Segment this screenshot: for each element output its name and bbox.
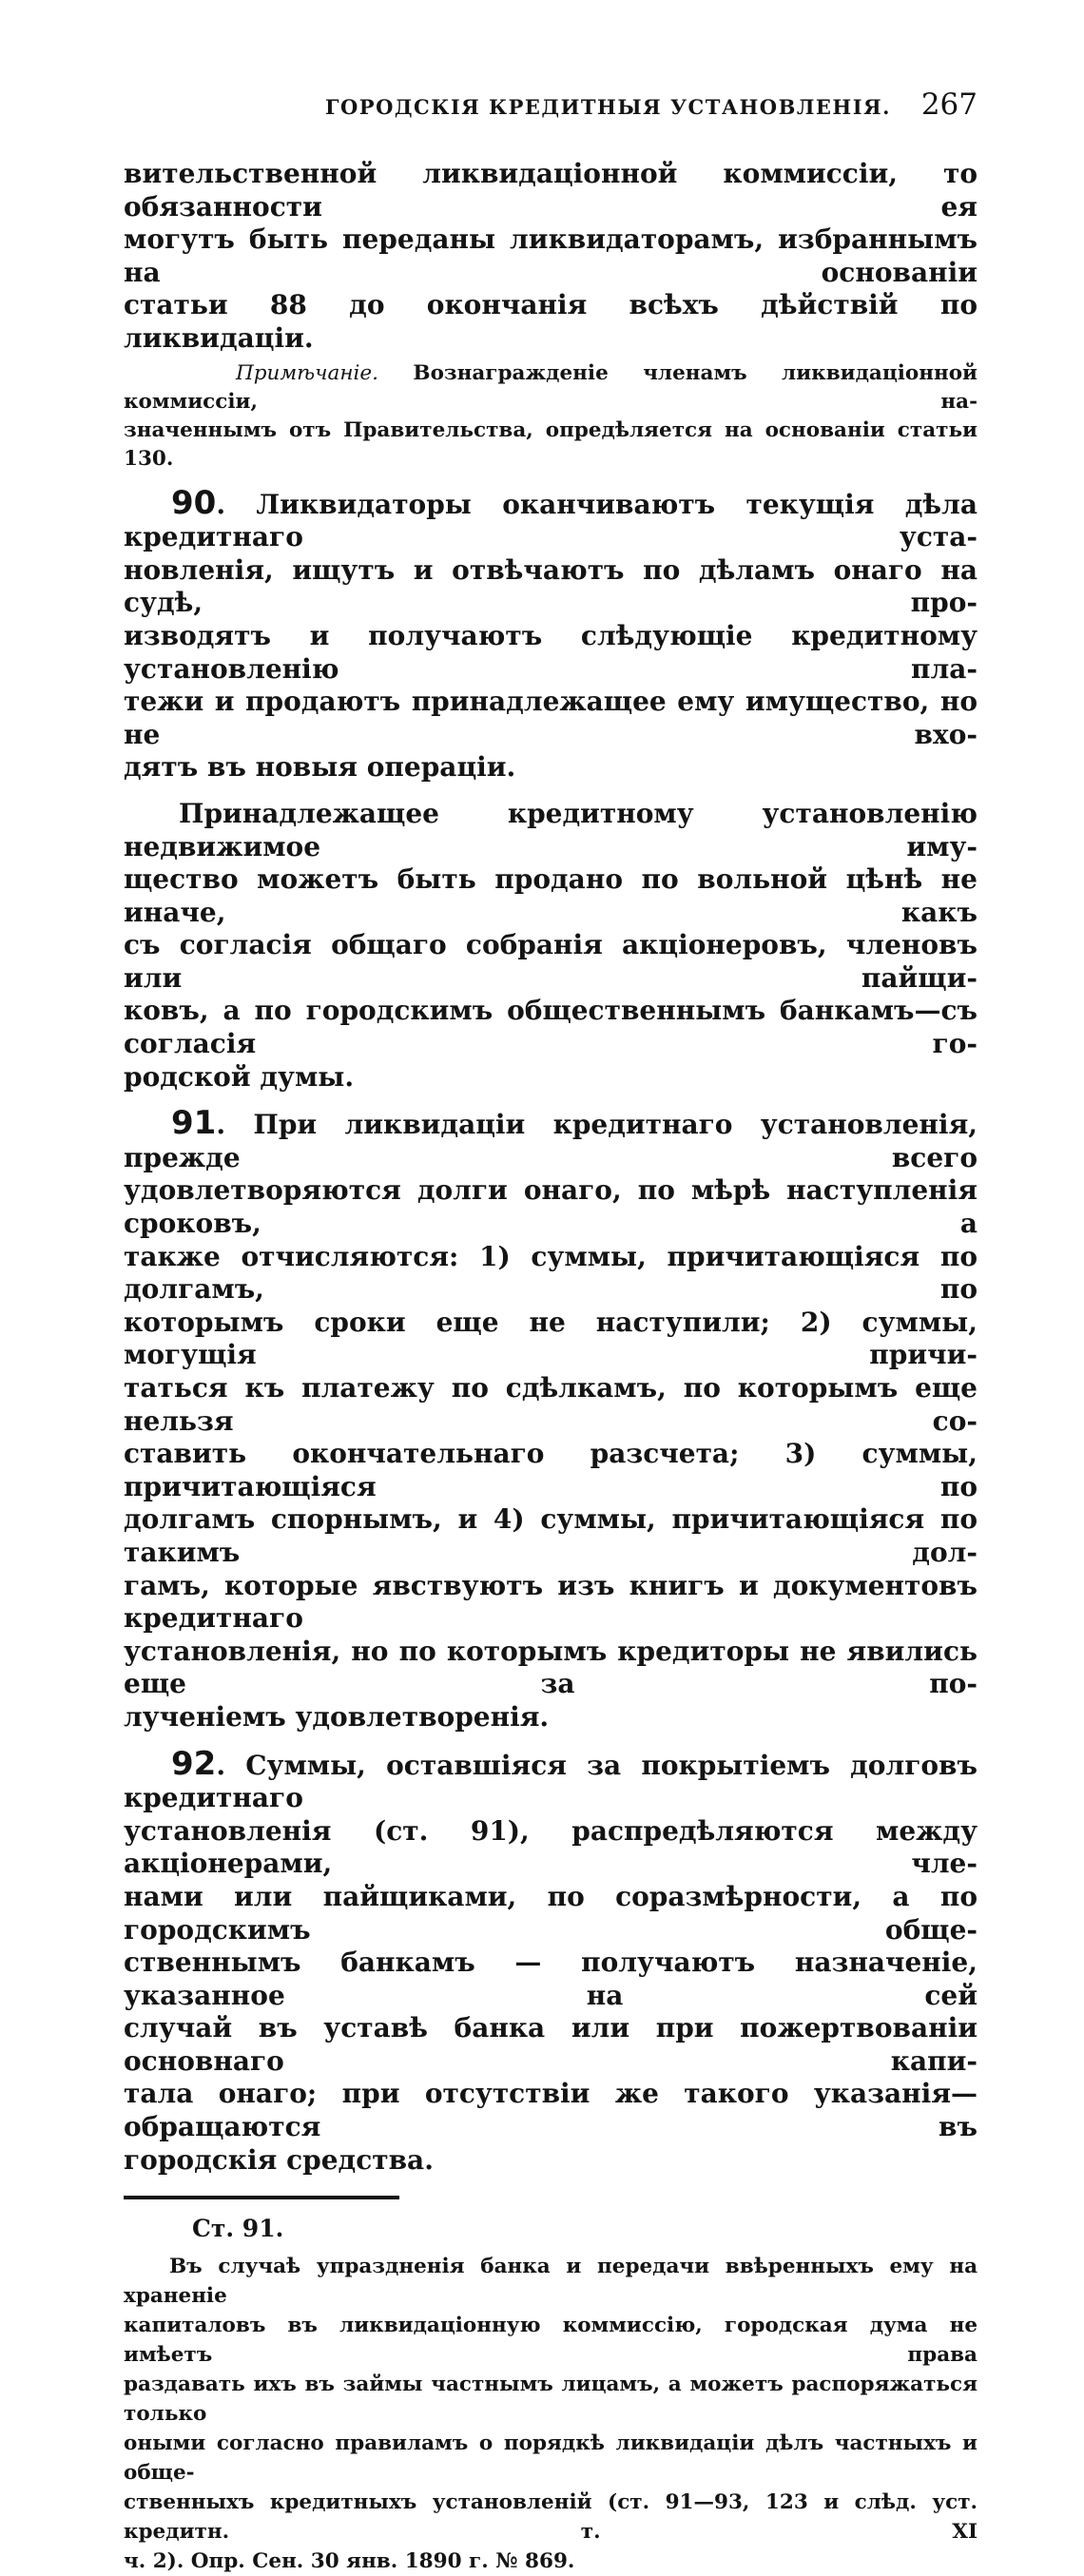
note [124, 359, 978, 474]
text-line: дятъ въ новыя операціи. [124, 751, 516, 784]
article-number: 90 [171, 483, 217, 522]
text-line: таться къ платежу по сдѣлкамъ, по которымъ еще нельзя со- [124, 1372, 978, 1437]
article-number: 91 [171, 1104, 217, 1143]
text-line: тала онаго; при отсутствіи же такого указанія—обращаются въ [124, 2078, 978, 2143]
page-number: 267 [920, 87, 978, 122]
text-line: съ согласія общаго собранія акціонеровъ, членовъ или пайщи- [124, 929, 978, 994]
note-line [124, 359, 978, 416]
footnote-line: ч. 2). Опр. Сен. 30 янв. 1890 г. № 869. [124, 2549, 575, 2574]
text-line: удовлетворяются долги онаго, по мѣрѣ наступленія сроковъ, а [124, 1174, 978, 1240]
article-text: . При ликвидаціи кредитнаго установленія, прежде всего [124, 1109, 978, 1173]
running-title: ГОРОДСКІЯ КРЕДИТНЫЯ УСТАНОВЛЕНІЯ. [325, 95, 891, 119]
text-line: новленія, ищутъ и отвѣчаютъ по дѣламъ онаго на судѣ, про- [124, 553, 978, 619]
text-line: лученіемъ удовлетворенія. [124, 1700, 550, 1733]
note-text: Вознагражденіе членамъ ликвидаціонной коммиссіи, на- [124, 360, 978, 414]
text-line: установленія, но по которымъ кредиторы не явились еще за по- [124, 1635, 978, 1700]
text-line: статьи 88 до окончанія всѣхъ дѣйствій по ликвидаціи. [124, 289, 978, 354]
footnote-line: Въ случаѣ упраздненія банка и передачи ввѣренныхъ ему на храненіе [124, 2255, 978, 2309]
text-line: также отчисляются: 1) суммы, причитающіяся по долгамъ, по [124, 1240, 978, 1306]
text-line: нами или пайщиками, по соразмѣрности, а по городскимъ обще- [124, 1880, 978, 1946]
page-body [124, 158, 978, 2576]
text-line: гамъ, которые явствуютъ изъ книгъ и документовъ кредитнаго [124, 1569, 978, 1635]
text-line: случай въ уставѣ банка или при пожертвованіи основнаго капи- [124, 2012, 978, 2077]
footnote [124, 2215, 978, 2576]
text-line: городскія средства. [124, 2143, 434, 2176]
article-92 [124, 1744, 978, 2178]
text-line: ставить окончательнаго разсчета; 3) суммы, причитающіяся по [124, 1438, 978, 1502]
text-line: щество можетъ быть продано по вольной цѣнѣ не иначе, какъ [124, 863, 978, 928]
footnote-divider [124, 2196, 399, 2199]
continued-paragraph [124, 158, 978, 356]
text-line: ковъ, а по городскимъ общественнымъ банкамъ—съ согласія го- [124, 995, 978, 1060]
text-line: которымъ сроки еще не наступили; 2) суммы, могущія причи- [124, 1306, 978, 1371]
article-90-paragraph-2 [124, 798, 978, 1094]
text-line: изводятъ и получаютъ слѣдующіе кредитному установленію пла- [124, 619, 978, 685]
footnote-line: капиталовъ въ ликвидаціонную коммиссію, городская дума не имѣетъ права [124, 2314, 978, 2368]
text-line [124, 1744, 978, 1815]
text-line: Принадлежащее кредитному установленію недвижимое иму- [124, 797, 978, 862]
text-line: долгамъ спорнымъ, и 4) суммы, причитающіяся по такимъ дол- [124, 1503, 978, 1568]
text-line: родской думы. [124, 1060, 355, 1093]
article-number: 92 [171, 1744, 217, 1783]
article-90 [124, 483, 978, 1094]
footnote-line: ственныхъ кредитныхъ установленій (ст. 91—93, 123 и слѣд. уст. кредитн. т. XI [124, 2490, 978, 2545]
text-line: тежи и продаютъ принадлежащее ему имущество, но не вхо- [124, 686, 978, 750]
article-text: . Ликвидаторы оканчиваютъ текущія дѣла кредитнаго уста- [124, 488, 978, 553]
article-91 [124, 1104, 978, 1733]
text-line: ственнымъ банкамъ — получаютъ назначеніе, указанное на сей [124, 1947, 978, 2011]
footnote-heading: Ст. 91. [192, 2215, 284, 2243]
text-line: вительственной ликвидаціонной коммиссіи, то обязанности ея [124, 158, 978, 223]
text-line: установленія (ст. 91), распредѣляются между акціонерами, чле- [124, 1814, 978, 1880]
footnote-line: раздавать ихъ въ займы частнымъ лицамъ, а можетъ распоряжаться только [124, 2373, 978, 2427]
article-text: . Суммы, оставшіяся за покрытіемъ долговъ кредитнаго [124, 1749, 978, 1814]
note-line: значеннымъ отъ Правительства, опредѣляется на основаніи статьи 130. [124, 417, 978, 471]
footnote-line: оными согласно правиламъ о порядкѣ ликвидаціи дѣлъ частныхъ и обще- [124, 2431, 978, 2486]
text-line: могутъ быть переданы ликвидаторамъ, избраннымъ на основаніи [124, 223, 978, 288]
note-label: Примѣчаніе. [236, 360, 378, 385]
text-line [124, 483, 978, 554]
text-line [124, 1104, 978, 1174]
page-header [124, 87, 978, 126]
